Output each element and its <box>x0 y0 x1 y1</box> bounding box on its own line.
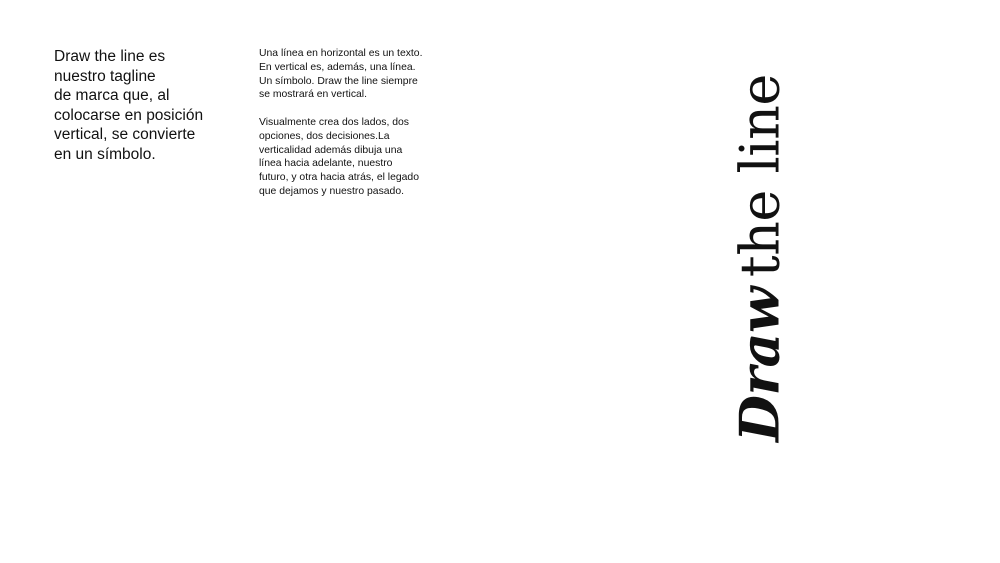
body-line: opciones, dos decisiones.La <box>259 130 390 142</box>
intro-line: vertical, se convierte <box>54 126 196 143</box>
body-line: se mostrará en vertical. <box>259 89 367 101</box>
body-paragraph-2 <box>259 116 459 199</box>
intro-line: nuestro tagline <box>54 67 156 85</box>
body-copy <box>259 47 459 199</box>
body-line: que dejamos y nuestro pasado. <box>259 185 404 197</box>
body-line: Visualmente crea dos lados, dos <box>259 116 409 128</box>
intro-line: en un símbolo. <box>54 145 156 163</box>
tagline-rest: the line <box>728 74 792 278</box>
body-line: línea hacia adelante, nuestro <box>259 158 393 170</box>
body-line: verticalidad además dibuja una <box>259 144 403 156</box>
intro-statement <box>54 47 239 164</box>
intro-line: Draw the line es <box>54 48 166 65</box>
body-line: Una línea en horizontal es un texto. <box>259 48 423 59</box>
body-line: En vertical es, además, una línea. <box>259 61 416 73</box>
vertical-tagline <box>727 74 792 442</box>
body-paragraph-1 <box>259 47 459 102</box>
body-line: Un símbolo. Draw the line siempre <box>259 75 418 87</box>
tagline-emphasis: Draw <box>727 287 792 442</box>
intro-line: de marca que, al <box>54 87 170 104</box>
intro-line: colocarse en posición <box>54 106 204 124</box>
body-line: futuro, y otra hacia atrás, el legado <box>259 172 419 184</box>
